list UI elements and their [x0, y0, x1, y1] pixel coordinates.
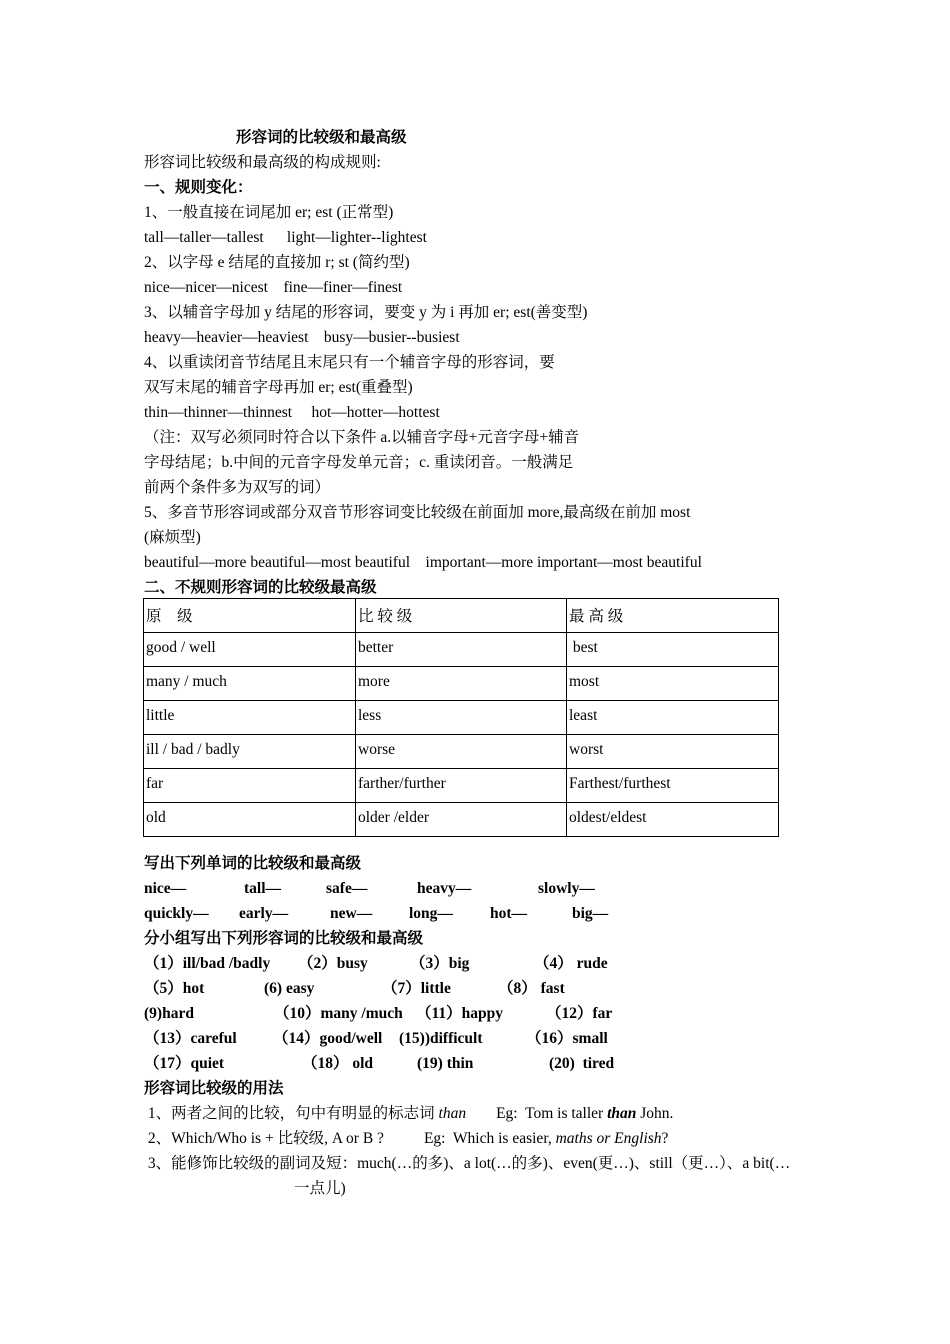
example-2: nice—nicer—nicest fine—finer—finest: [144, 279, 403, 296]
exercise-word: big—: [572, 905, 609, 922]
section1-heading: 一、规则变化：: [144, 179, 253, 196]
exercise-item: （16）small: [526, 1030, 608, 1047]
table-cell: worst: [567, 735, 779, 769]
usage-text: 2、Which/Who is + 比较级, A or B ?: [144, 1130, 384, 1147]
table-cell: farther/further: [356, 769, 567, 803]
table-row: [144, 667, 779, 701]
usage-keyword: than: [607, 1105, 637, 1122]
exercise-item: （8） fast: [498, 980, 565, 997]
rule-1: 1、一般直接在词尾加 er; est (正常型): [144, 204, 394, 221]
exercise-item: （1）ill/bad /badly: [144, 955, 271, 972]
exercise-item: （7）little: [382, 980, 451, 997]
usage-heading: 形容词比较级的用法: [144, 1080, 284, 1097]
note-line-3: 前两个条件多为双写的词）: [144, 479, 331, 496]
exercise-word: safe—: [326, 880, 368, 897]
exercise-item: （14）good/well: [273, 1030, 383, 1047]
exercise1-row-2: [144, 904, 608, 924]
table-cell: Farthest/furthest: [567, 769, 779, 803]
header-cell-base: 原 级: [144, 599, 356, 633]
rule-3: 3、以辅音字母加 y 结尾的形容词，要变 y 为 i 再加 er; est(善变型): [144, 304, 588, 321]
exercise-word: heavy—: [417, 880, 472, 897]
exercise-word: tall—: [244, 880, 282, 897]
exercise-item: (19) thin: [417, 1055, 474, 1072]
exercise-item: (6) easy: [264, 980, 315, 997]
exercise-word: slowly—: [538, 880, 595, 897]
page-title: 形容词的比较级和最高级: [236, 129, 407, 146]
rule-4a: 4、以重读闭音节结尾且末尾只有一个辅音字母的形容词，要: [144, 354, 555, 371]
usage-example: Eg: Tom is taller: [496, 1105, 608, 1122]
usage-example-end: John.: [636, 1105, 674, 1122]
header-cell-superlative: 最 高 级: [567, 599, 779, 633]
exercise-item: （10）many /much: [274, 1005, 403, 1022]
header-cell-comparative: 比 较 级: [356, 599, 567, 633]
table-cell: least: [567, 701, 779, 735]
rule-2: 2、以字母 e 结尾的直接加 r; st (简约型): [144, 254, 410, 271]
rule-5a: 5、多音节形容词或部分双音节形容词变比较级在前面加 more,最高级在前加 most: [144, 504, 691, 521]
table-row: [144, 769, 779, 803]
usage-line-2: [144, 1129, 668, 1149]
exercise-item: (9)hard: [144, 1005, 194, 1022]
exercise-word: nice—: [144, 880, 187, 897]
table-cell: little: [144, 701, 356, 735]
table-row: [144, 803, 779, 837]
table-row: [144, 735, 779, 769]
exercise2-heading: 分小组写出下列形容词的比较级和最高级: [144, 930, 424, 947]
table-cell: worse: [356, 735, 567, 769]
exercise-item: （5）hot: [144, 980, 205, 997]
table-cell: good / well: [144, 633, 356, 667]
exercise-item: (15))difficult: [399, 1030, 483, 1047]
usage-example-italic: maths or English: [555, 1130, 662, 1147]
exercise-item: （2）busy: [298, 955, 368, 972]
exercise-item: （11）happy: [416, 1005, 504, 1022]
example-4: thin—thinner—thinnest hot—hotter—hottest: [144, 404, 440, 421]
usage-line-3-cont: 一点儿): [294, 1180, 346, 1197]
usage-example: Eg: Which is easier,: [423, 1130, 556, 1147]
exercise2-row-3: [144, 1004, 612, 1024]
exercise1-row-1: [144, 879, 595, 899]
example-1: tall—taller—tallest light—lighter--lightest: [144, 229, 427, 246]
exercise-word: long—: [409, 905, 453, 922]
exercise-item: （18） old: [302, 1055, 374, 1072]
table-cell: far: [144, 769, 356, 803]
table-cell: ill / bad / badly: [144, 735, 356, 769]
exercise-word: new—: [330, 905, 373, 922]
exercise-item: (20) tired: [549, 1055, 615, 1072]
exercise-word: quickly—: [144, 905, 209, 922]
example-5: beautiful—more beautiful—most beautiful important—more important—most beautiful: [144, 554, 702, 571]
rule-5b: (麻烦型): [144, 529, 201, 546]
table-cell: less: [356, 701, 567, 735]
section2-heading: 二、不规则形容词的比较级最高级: [144, 579, 377, 596]
table-cell: best: [567, 633, 779, 667]
table-cell: many / much: [144, 667, 356, 701]
exercise2-row-2: [144, 979, 565, 999]
usage-line-1: [144, 1104, 673, 1124]
exercise-item: （12）far: [546, 1005, 613, 1022]
usage-line-3: 3、能修饰比较级的副词及短：much(…的多)、a lot(…的多)、even(更…)、still（更…）、a bit(…: [144, 1155, 791, 1172]
intro-text: 形容词比较级和最高级的构成规则:: [144, 154, 381, 171]
table-header-row: [144, 599, 779, 633]
exercise1-heading: 写出下列单词的比较级和最高级: [144, 855, 362, 872]
table-cell: better: [356, 633, 567, 667]
example-3: heavy—heavier—heaviest busy—busier--busiest: [144, 329, 460, 346]
usage-example-end: ?: [661, 1130, 669, 1147]
exercise-item: （17）quiet: [144, 1055, 225, 1072]
irregular-adjectives-table: [143, 598, 779, 837]
exercise2-row-5: [144, 1054, 614, 1074]
exercise-item: （3）big: [410, 955, 470, 972]
exercise-word: hot—: [490, 905, 528, 922]
table-cell: older /elder: [356, 803, 567, 837]
exercise2-row-1: [144, 954, 608, 974]
usage-text: 1、两者之间的比较，句中有明显的标志词: [144, 1105, 439, 1122]
exercise2-row-4: [144, 1029, 608, 1049]
table-cell: oldest/eldest: [567, 803, 779, 837]
table-cell: old: [144, 803, 356, 837]
exercise-item: （13）careful: [144, 1030, 237, 1047]
table-cell: more: [356, 667, 567, 701]
exercise-item: （4） rude: [534, 955, 608, 972]
note-line-2: 字母结尾；b.中间的元音字母发单元音；c. 重读闭音。一般满足: [144, 454, 574, 471]
table-cell: most: [567, 667, 779, 701]
table-row: [144, 701, 779, 735]
note-line-1: （注：双写必须同时符合以下条件 a.以辅音字母+元音字母+辅音: [144, 429, 580, 446]
table-row: [144, 633, 779, 667]
exercise-word: early—: [239, 905, 289, 922]
rule-4b: 双写末尾的辅音字母再加 er; est(重叠型): [144, 379, 413, 396]
usage-keyword: than: [438, 1105, 467, 1122]
